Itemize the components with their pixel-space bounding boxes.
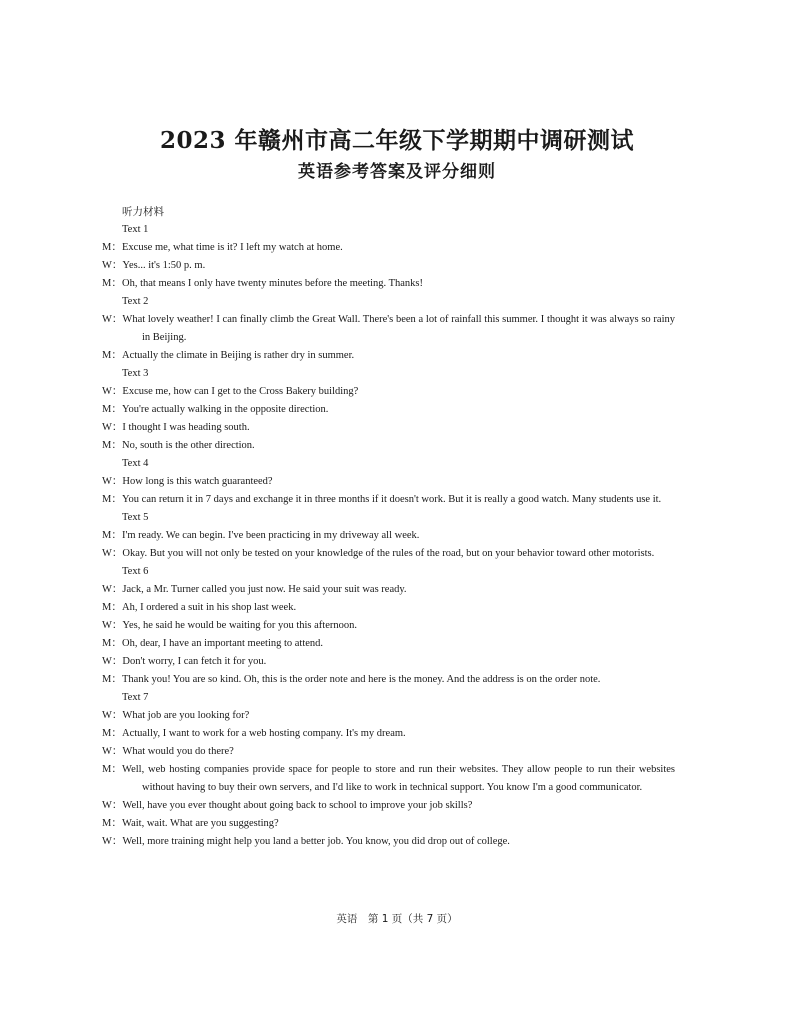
dialogue-line: M：Oh, that means I only have twenty minutes before the meeting. Thanks! <box>102 278 424 289</box>
dialogue-line: M：I'm ready. We can begin. I've been practicing in my driveway all week. <box>102 530 420 541</box>
dialogue-line: M：Excuse me, what time is it? I left my watch at home. <box>102 242 343 253</box>
utterance-text: No, south is the other direction. <box>122 440 255 451</box>
utterance-text: Excuse me, how can I get to the Cross Bakery building? <box>122 386 359 397</box>
utterance-text: How long is this watch guaranteed? <box>122 476 273 487</box>
utterance-text: Actually, I want to work for a web hosting company. It's my dream. <box>122 728 406 739</box>
utterance-text: Well, more training might help you land a better job. You know, you did drop out of college. <box>122 836 510 847</box>
utterance-text: Oh, dear, I have an important meeting to attend. <box>122 638 324 649</box>
utterance-text: I'm ready. We can begin. I've been practicing in my driveway all week. <box>122 530 420 541</box>
dialogue-line <box>102 419 675 437</box>
utterance-text: Oh, that means I only have twenty minutes before the meeting. Thanks! <box>122 278 424 289</box>
utterance-text: Yes, he said he would be waiting for you this afternoon. <box>122 620 357 631</box>
dialogue-line <box>102 257 675 275</box>
page-footer: 英语 第 1 页（共 7 页） <box>336 913 458 925</box>
text-heading: Text 4 <box>122 458 149 469</box>
utterance-text: What would you do there? <box>122 746 234 757</box>
utterance-text: You're actually walking in the opposite direction. <box>122 404 329 415</box>
dialogue-line <box>102 653 675 671</box>
utterance-text: Excuse me, what time is it? I left my watch at home. <box>122 242 343 253</box>
dialogue-line <box>102 707 675 725</box>
text-heading: Text 5 <box>122 512 149 523</box>
utterance-text: Thank you! You are so kind. Oh, this is the order note and here is the money. And the address is on the order note. <box>122 674 601 685</box>
text-heading: Text 7 <box>122 692 149 703</box>
section-label: 听力材料 <box>122 206 164 218</box>
listening-material <box>102 203 675 851</box>
dialogue-line <box>102 545 675 563</box>
utterance-text: Yes... it's 1:50 p. m. <box>122 260 206 271</box>
text-heading: Text 2 <box>122 296 149 307</box>
dialogue-line: M：No, south is the other direction. <box>102 440 255 451</box>
dialogue-line <box>102 581 675 599</box>
dialogue-line <box>102 833 675 851</box>
dialogue-line: M：Actually the climate in Beijing is rather dry in summer. <box>102 350 355 361</box>
dialogue-line: M：Actually, I want to work for a web hosting company. It's my dream. <box>102 728 406 739</box>
dialogue-line <box>102 743 675 761</box>
dialogue-line <box>102 617 675 635</box>
utterance-text: Actually the climate in Beijing is rather dry in summer. <box>122 350 355 361</box>
utterance-text: Ah, I ordered a suit in his shop last week. <box>122 602 297 613</box>
document-subtitle: 英语参考答案及评分细则 <box>298 162 496 182</box>
dialogue-line: M：Thank you! You are so kind. Oh, this is the order note and here is the money. And the address is on the order note. <box>102 674 601 685</box>
text-heading: Text 3 <box>122 368 149 379</box>
text-heading: Text 1 <box>122 224 149 235</box>
utterance-text: You can return it in 7 days and exchange it in three months if it doesn't work. But it is really a good watch. Many students use it. <box>122 494 662 505</box>
dialogue-line <box>102 311 675 347</box>
dialogue-line: M：You can return it in 7 days and exchange it in three months if it doesn't work. But it is really a good watch. Many students use it. <box>102 494 662 505</box>
dialogue-line: M：Oh, dear, I have an important meeting to attend. <box>102 638 324 649</box>
utterance-text: Jack, a Mr. Turner called you just now. He said your suit was ready. <box>122 584 407 595</box>
utterance-text: Well, web hosting companies provide space for people to store and run their websites. They allow people to run their websites without having to buy their own servers, and I'd like to work in technical support. You know I'm a good communicator. <box>122 764 675 793</box>
utterance-text: Well, have you ever thought about going back to school to improve your job skills? <box>122 800 473 811</box>
dialogue-line: M：Wait, wait. What are you suggesting? <box>102 818 279 829</box>
utterance-text: What job are you looking for? <box>122 710 250 721</box>
dialogue-line: M：Well, web hosting companies provide space for people to store and run their websites. They allow people to run their websites without having to buy their own servers, and I'd like to work in technical support. You know I'm a good communicator. <box>102 764 675 793</box>
dialogue-line <box>102 797 675 815</box>
utterance-text: Wait, wait. What are you suggesting? <box>122 818 279 829</box>
utterance-text: Don't worry, I can fetch it for you. <box>122 656 267 667</box>
text-heading: Text 6 <box>122 566 149 577</box>
utterance-text: Okay. But you will not only be tested on your knowledge of the rules of the road, but on your behavior toward other motorists. <box>122 548 655 559</box>
dialogue-line: M：You're actually walking in the opposite direction. <box>102 404 329 415</box>
dialogue-line <box>102 383 675 401</box>
document-title: 2023 年赣州市高二年级下学期期中调研测试 <box>159 127 635 154</box>
utterance-text: I thought I was heading south. <box>122 422 250 433</box>
dialogue-line: M：Ah, I ordered a suit in his shop last week. <box>102 602 297 613</box>
utterance-text: What lovely weather! I can finally climb the Great Wall. There's been a lot of rainfall this summer. I thought it was always so rainy in Beijing. <box>122 314 675 343</box>
dialogue-line <box>102 473 675 491</box>
